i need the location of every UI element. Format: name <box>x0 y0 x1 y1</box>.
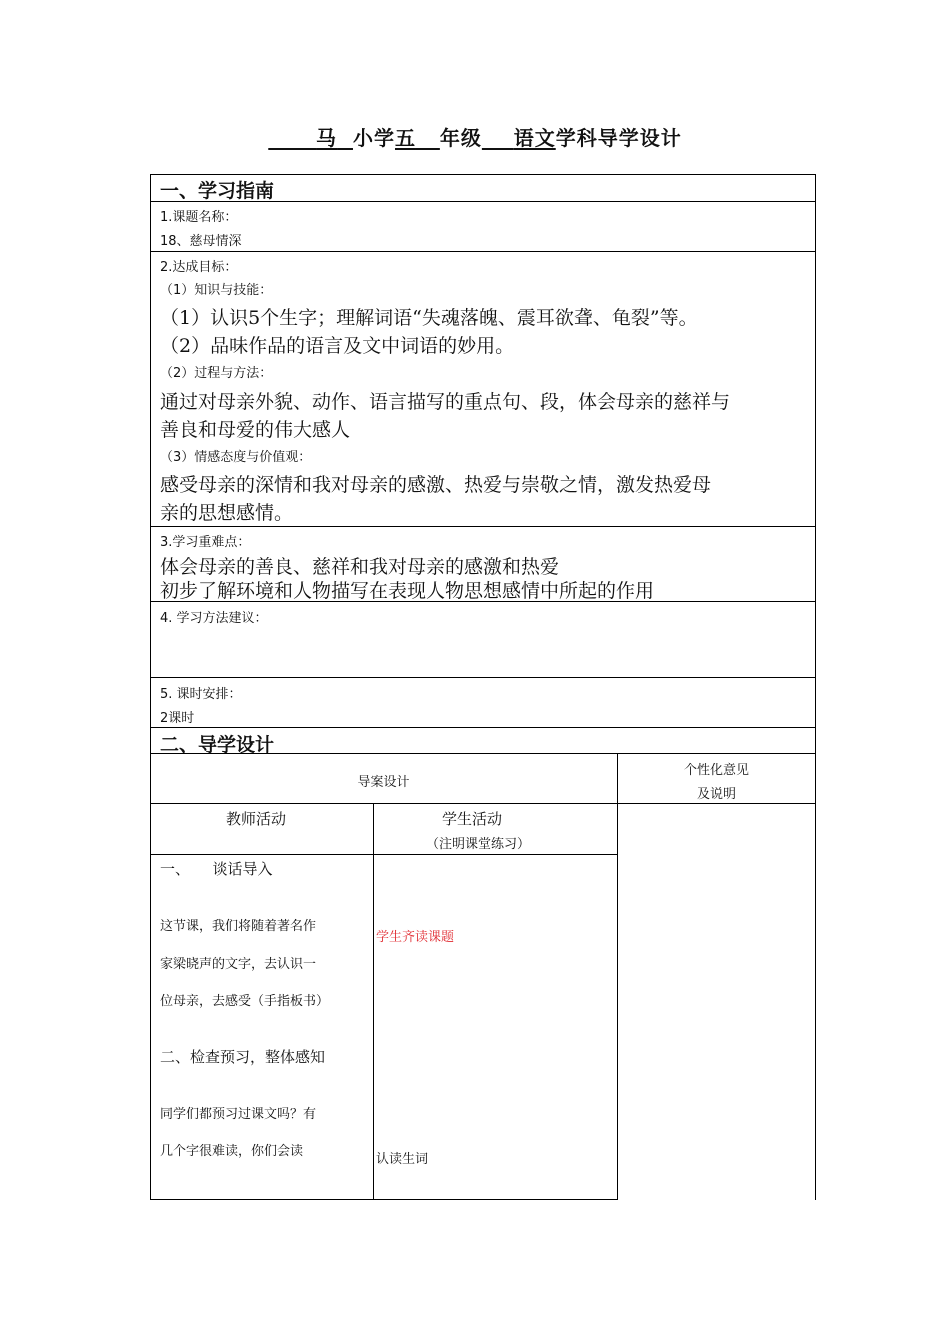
teacher-line: 家梁晓声的文字，去认识一 <box>160 957 317 972</box>
grade: 五 <box>394 126 416 150</box>
goal-process-label: （2）过程与方法： <box>160 366 273 381</box>
course-label: 1.课题名称： <box>160 210 238 225</box>
key-points-line-1: 体会母亲的善良、慈祥和我对母亲的感激和热爱 <box>160 556 560 578</box>
student-line: 认读生词 <box>376 1152 429 1167</box>
subject: 语文 <box>513 126 556 150</box>
section-heading-guide: 一、学习指南 <box>160 180 275 202</box>
personal-header-line-2: 及说明 <box>696 787 736 802</box>
teacher-line: 这节课，我们将随着著名作 <box>160 919 317 934</box>
method-label: 4. 学习方法建议： <box>160 611 268 626</box>
schedule-label: 5. 课时安排： <box>160 687 242 702</box>
goals-label: 2.达成目标： <box>160 260 238 275</box>
teacher-line: 二、检查预习，整体感知 <box>160 1048 326 1066</box>
section-heading-design: 二、导学设计 <box>160 734 275 756</box>
goal-attitude-line-2: 亲的思想感情。 <box>160 502 294 524</box>
teacher-line: 一、 谈话导入 <box>160 860 273 878</box>
student-line: 学生齐读课题 <box>376 930 455 945</box>
teacher-line: 位母亲，去感受（手指板书） <box>160 994 330 1009</box>
goal-knowledge-line-2: （2）品味作品的语言及文中词语的妙用。 <box>160 335 515 357</box>
school-name: 马 <box>316 126 338 150</box>
goal-knowledge-label: （1）知识与技能： <box>160 283 273 298</box>
key-points-line-2: 初步了解环境和人物描写在表现人物思想感情中所起的作用 <box>160 580 655 602</box>
goal-attitude-label: （3）情感态度与价值观： <box>160 450 312 465</box>
goal-process-line-2: 善良和母爱的伟大感人 <box>160 419 351 441</box>
goal-knowledge-line-1: （1）认识5个生字；理解词语“失魂落魄、震耳欲聋、龟裂”等。 <box>160 307 698 329</box>
student-activity-header: 学生活动 <box>441 810 502 828</box>
key-points-label: 3.学习重难点： <box>160 535 251 550</box>
goal-attitude-line-1: 感受母亲的深情和我对母亲的感激、热爱与崇敬之情，激发热爱母 <box>160 474 712 496</box>
course-value: 18、慈母情深 <box>160 234 242 249</box>
page-title: 马 小学五 年级 语文学科导学设计 <box>316 126 682 150</box>
design-header: 导案设计 <box>357 775 410 790</box>
teacher-line: 几个字很难读，你们会读 <box>160 1144 304 1159</box>
teacher-line: 同学们都预习过课文吗？有 <box>160 1107 317 1122</box>
personal-header-line-1: 个性化意见 <box>683 763 749 778</box>
goal-process-line-1: 通过对母亲外貌、动作、语言描写的重点句、段，体会母亲的慈祥与 <box>160 391 731 413</box>
student-activity-note: （注明课堂练习） <box>425 837 530 852</box>
schedule-value: 2课时 <box>160 711 195 726</box>
teacher-activity-header: 教师活动 <box>225 810 286 828</box>
